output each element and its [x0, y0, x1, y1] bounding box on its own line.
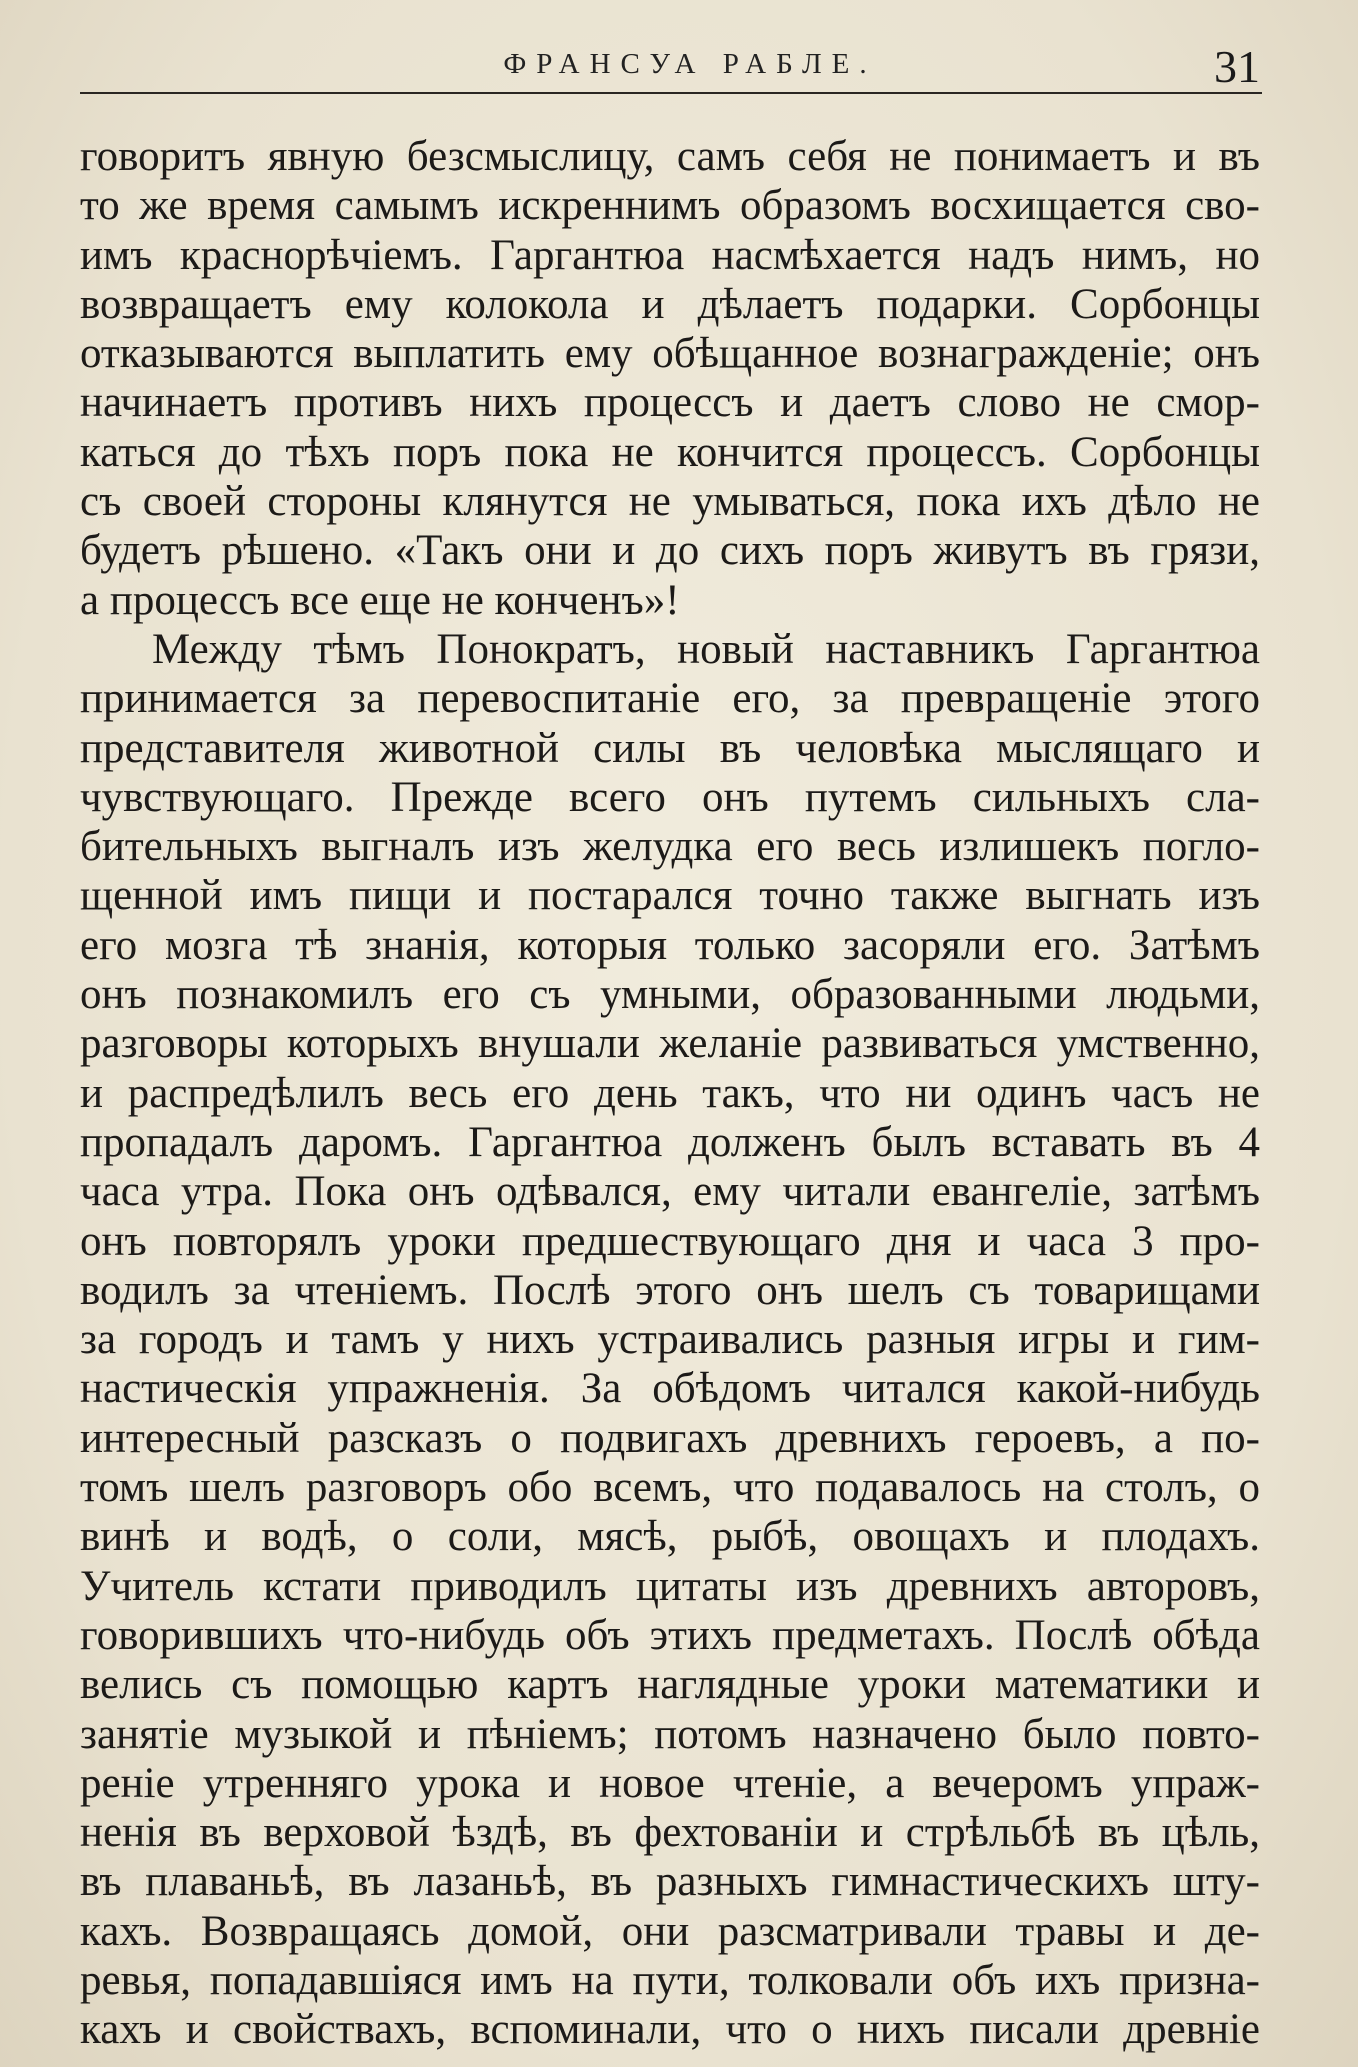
- text-line: а процессъ все еще не конченъ»!: [80, 576, 680, 624]
- text-line: ревья, попадавшіяся имъ на пути, толковали объ ихъ призна-: [80, 1956, 1260, 2004]
- text-line: будетъ рѣшено. «Такъ они и до сихъ поръ живутъ въ грязи,: [80, 527, 1260, 575]
- text-line: представителя животной силы въ человѣка мыслящаго и: [80, 724, 1260, 772]
- text-line: кахъ. Возвращаясь домой, они разсматривали травы и де-: [80, 1907, 1260, 1955]
- text-line: и распредѣлилъ весь его день такъ, что ни одинъ часъ не: [80, 1069, 1260, 1117]
- text-line: реніе утренняго урока и новое чтеніе, а вечеромъ упраж-: [80, 1759, 1260, 1807]
- text-line: начинаетъ противъ нихъ процессъ и даетъ слово не смор-: [80, 379, 1260, 427]
- text-line: въ плаваньѣ, въ лазаньѣ, въ разныхъ гимнастическихъ шту-: [80, 1858, 1260, 1906]
- text-line: ненія въ верховой ѣздѣ, въ фехтованіи и стрѣльбѣ въ цѣль,: [80, 1809, 1260, 1857]
- text-line: томъ шелъ разговоръ обо всемъ, что подавалось на столъ, о: [80, 1464, 1260, 1512]
- text-line: то же время самымъ искреннимъ образомъ восхищается сво-: [80, 182, 1260, 230]
- text-line: щенной имъ пищи и постарался точно также выгнать изъ: [80, 872, 1260, 920]
- text-line: часа утра. Пока онъ одѣвался, ему читали евангеліе, затѣмъ: [80, 1168, 1260, 1216]
- text-line: имъ краснорѣчіемъ. Гаргантюа насмѣхается надъ нимъ, но: [80, 231, 1260, 279]
- text-line: онъ повторялъ уроки предшествующаго дня и часа 3 про-: [80, 1217, 1260, 1265]
- body-text: [80, 132, 1260, 2055]
- text-line: каться до тѣхъ поръ пока не кончится процессъ. Сорбонцы: [80, 428, 1260, 476]
- text-line: велись съ помощью картъ наглядные уроки математики и: [80, 1661, 1260, 1709]
- running-title: ФРАНСУА РАБЛЕ.: [503, 48, 877, 80]
- page-number: 31: [1214, 41, 1260, 92]
- text-line: винѣ и водѣ, о соли, мясѣ, рыбѣ, овощахъ и плодахъ.: [80, 1513, 1260, 1561]
- text-line: бительныхъ выгналъ изъ желудка его весь излишекъ погло-: [80, 823, 1260, 871]
- text-line: занятіе музыкой и пѣніемъ; потомъ назначено было повто-: [80, 1710, 1260, 1758]
- text-line: отказываются выплатить ему обѣщанное вознагражденіе; онъ: [80, 330, 1260, 378]
- text-line: настическія упражненія. За обѣдомъ читался какой-нибудь: [80, 1365, 1260, 1413]
- header-rule: [80, 92, 1262, 94]
- text-line: кахъ и свойствахъ, вспоминали, что о нихъ писали древніе: [80, 2006, 1260, 2054]
- text-line: принимается за перевоспитаніе его, за превращеніе этого: [80, 675, 1260, 723]
- text-line: за городъ и тамъ у нихъ устраивались разныя игры и гим-: [80, 1316, 1260, 1364]
- text-line: водилъ за чтеніемъ. Послѣ этого онъ шелъ съ товарищами: [80, 1266, 1260, 1314]
- text-line: Учитель кстати приводилъ цитаты изъ древнихъ авторовъ,: [80, 1562, 1260, 1610]
- text-line: разговоры которыхъ внушали желаніе развиваться умственно,: [80, 1020, 1260, 1068]
- text-line: онъ познакомилъ его съ умными, образованными людьми,: [80, 971, 1260, 1019]
- page-header: [80, 40, 1260, 92]
- text-line: интересный разсказъ о подвигахъ древнихъ героевъ, а по-: [80, 1414, 1260, 1462]
- paragraph: [80, 625, 1260, 2055]
- text-line: его мозга тѣ знанія, которыя только засоряли его. Затѣмъ: [80, 921, 1260, 969]
- text-line: говорившихъ что-нибудь объ этихъ предметахъ. Послѣ обѣда: [80, 1611, 1260, 1659]
- text-line: говоритъ явную безсмыслицу, самъ себя не понимаетъ и въ: [80, 133, 1260, 180]
- text-line: съ своей стороны клянутся не умываться, пока ихъ дѣло не: [80, 478, 1260, 526]
- text-line: пропадалъ даромъ. Гаргантюа долженъ былъ вставать въ 4: [80, 1118, 1260, 1166]
- text-line: Между тѣмъ Понократъ, новый наставникъ Гаргантюа: [152, 625, 1260, 673]
- text-line: возвращаетъ ему колокола и дѣлаетъ подарки. Сорбонцы: [80, 280, 1260, 328]
- text-line: чувствующаго. Прежде всего онъ путемъ сильныхъ сла-: [80, 773, 1260, 821]
- paragraph: [80, 132, 1260, 625]
